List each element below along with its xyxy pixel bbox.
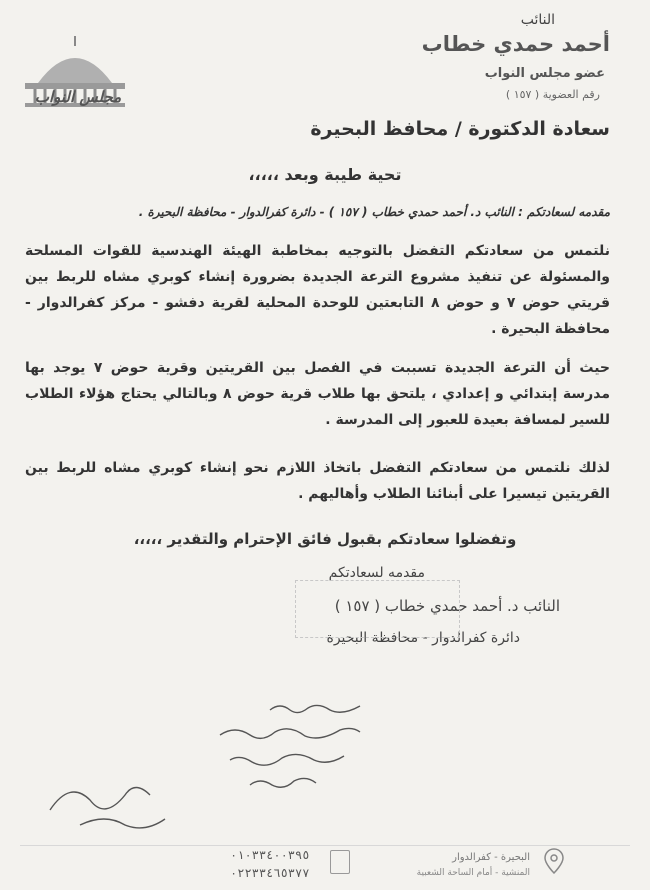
signature-line-2: النائب د. أحمد حمدي خطاب ( ١٥٧ ) [334,597,560,615]
footer-address-2: المنشية - أمام الساحة الشعبية [416,868,530,878]
handwritten-annotation [20,690,440,840]
paragraph-3: لذلك نلتمس من سعادتكم التفضل باتخاذ اللازم نحو إنشاء كوبري مشاه للربط بين القريتين تيسيرا على أبنائنا الطلاب وأهاليهم . [25,460,610,502]
footer-phone-2: ٠٢٢٣٣٤٦٥٣٧٧ [230,866,310,880]
footer-divider [20,845,630,846]
paragraph-1: نلتمس من سعادتكم التفضل بالتوجيه بمخاطبة الهيئة الهندسية للقوات المسلحة والمسئولة عن تنفيذ مشروع الترعة الجديدة بضرورة إنشاء كوبري مشاه للربط بين قريتي حوض ٧ و حوض ٨ التابعتين للوحدة المحلية لقرية دفشو - مركز كفرالدوار - محافظة البحيرة . [25,243,610,337]
faded-stamp [295,580,460,638]
intro-line: مقدمه لسعادتكم : النائب د. أحمد حمدي خطاب ( ١٥٧ ) - دائرة كفرالدوار - محافظة البحيرة . [138,205,610,219]
header-membership: رقم العضوية ( ١٥٧ ) [505,88,600,101]
footer-address-1: البحيرة - كفرالدوار [452,852,530,863]
phone-icon [330,850,350,874]
footer-phone-1: ٠١٠٣٣٤٠٠٣٩٥ [230,848,310,862]
closing-line: وتفضلوا سعادتكم بقبول فائق الإحترام والتقدير ،،،،، [133,530,517,548]
header-title: النائب [520,12,555,28]
paragraph-2: حيث أن الترعة الجديدة تسببت في الفصل بين القريتين وقرية حوض ٧ يوجد بها مدرسة إبتدائي و إعدادي ، يلتحق بها طلاب قرية حوض ٨ وبالتالي يحتاج هؤلاء الطلاب للسير لمسافة بعيدة للعبور إلى المدرسة . [25,360,611,428]
header-role: عضو مجلس النواب [484,66,605,81]
greeting: تحية طيبة وبعد ،،،،، [248,165,402,184]
map-pin-icon [543,848,565,874]
signature-line-1: مقدمه لسعادتكم [328,565,425,581]
logo-text: مجلس النواب [34,88,122,106]
header-name: أحمد حمدي خطاب [421,32,610,56]
recipient: سعادة الدكتورة / محافظ البحيرة [310,118,610,140]
parliament-dome-icon [20,28,130,128]
signature-line-3: دائرة كفرالدوار - محافظة البحيرة [326,630,520,646]
